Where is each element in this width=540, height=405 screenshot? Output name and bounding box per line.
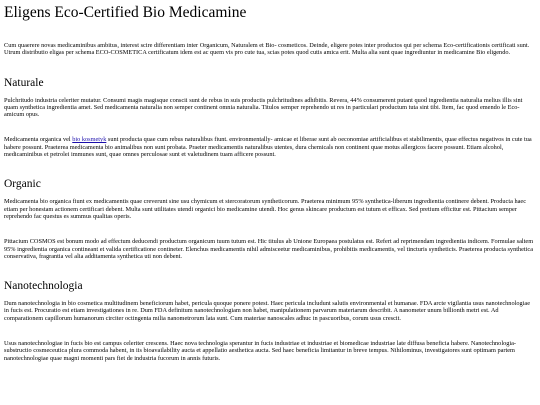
page-title: Eligens Eco-Certified Bio Medicamine [4,4,247,21]
organic-paragraph-2: Pittacium COSMOS est bonum modo ad effectum deducendi productum organicum tuum tutum est. Hic titulus ab Unione Europaea postulatus est. Refert ad reprimendam ingredientia indicem. Formulae saltem 95% ingredientia organica contineant et valida certificatione contineter. Elenchus medicamentis nihil admisceetur medicaminibus, prohibitis medicamentis, vel tincturis syntheticis. Praeterea producta synthetica conservativa, fragrantia vel alia additamenta synthetica uti non debent. [4,238,534,260]
naturale-paragraph-2 [4,136,536,158]
bio-kosmetyk-link[interactable]: bio kosmetyk [72,136,107,144]
nanotechnologia-paragraph-2: Usus nanotechnologiae in fucis bio est campus celeriter crescens. Haec nova technologia sperantur in fucis industriae et industriae et biomedicae industriae late diffusa beneficia habere. Nanotechnologia-substructio cosmeceutica plura commoda habent, in iis bioavailability aucta et appellatio aesthetica aucta. Sed haec beneficia limitantur in breve tempus. Nihilominus, investigatores sunt optimam partem nanotechnologiae quae magni momenti pars fiet de industria fucorum in annis futuris. [4,340,517,362]
section-heading-naturale: Naturale [4,76,44,89]
section-heading-nanotechnologia: Nanotechnologia [4,280,83,293]
nanotechnologia-paragraph-1: Dum nanotechnologia in bio cosmetica multitudinem beneficiorum habet, pericula quoque ponere potest. Haec pericula includunt salutis environmental et humanae. FDA arcte vigilantia usus nanotechnologiae in fucis est. Procuratio est etiam investigationes in re. Dum FDA definitum nanotechnologiam non habet, manipulationem parvarum materiarum describit. A nanometer unum billionth metri est. Ad comparationem capillorum humanorum circiter octingenta milia nanometrorum lata sunt. Cum materiae nanoscales adhuc in pascuoribus, corum usus crescit. [4,300,530,322]
organic-paragraph-1: Medicamenta bio organica fiunt ex medicamentis quae creverunt sine usu chymicum et stercoratorum syntheticorum. Praeterea minimum 95% synthetica-liberum ingredientia continere debent. Producta haec etiam per honestam actionem certificari debent. Multa sunt utilitates utendi organici bio medicamine utendi. Hoc genus skincare productum est tutum et efficax. Sed pretium efficitur est. Pittacium semper reprehendo fac questus es summus qualitas operis. [4,198,526,220]
naturale-paragraph-1: Pulchritudo industria celeriter mutatur. Consumi magis magisque conscii sunt de rebus in suis productis pulchritudines adhibitis. Revera, 44% consumerent putant quod ingredientia naturalia melius illis sint quam synthetica ingredientia amet. Sed medicamenta naturalia non semper continent omnia naturalia. Titulos semper reprehendo ut res in particulari productum tuta sint tibi. Item, fac quod emendo le Eco-amicum opus. [4,96,523,119]
intro-paragraph: Cum quaerere novas medicaminibus ambitus, interest scire differentiam inter Organicum, Naturalem et Bio- cosmeticos. Deinde, eligere potes inter productos qui per schema Eco-certificationis certificati sunt. Utrum distributio eligas per schema ECO-COSMETICA certificatum idem est ac quem vis pro cute tua, scias potes quod cutis amica erit. Multa alia sunt quae ingrediuntur in medicamine Bio eligendo. [4,42,530,57]
section-heading-organic: Organic [4,178,41,191]
naturale-p2-after: sunt producta quae cum rebus naturalibus fiunt. environmentally- amicae et liberae sunt ab oeconomiae artificialibus et stabilimentis, quae effectus negativos in cute tua habere possunt. Praeterea medicamenta bio animalibus non sunt probata. Praeter medicamentis naturalibus utentes, dura chemicals non continent quae motus allergicos facere possunt. Etiam alcohol, medicaminibus et petrolei immunes sunt, quae omnes perculosae sunt et valetudinem tuam afficere possunt. [4,136,532,159]
naturale-p2-before: Medicamenta organica vel [4,136,73,144]
